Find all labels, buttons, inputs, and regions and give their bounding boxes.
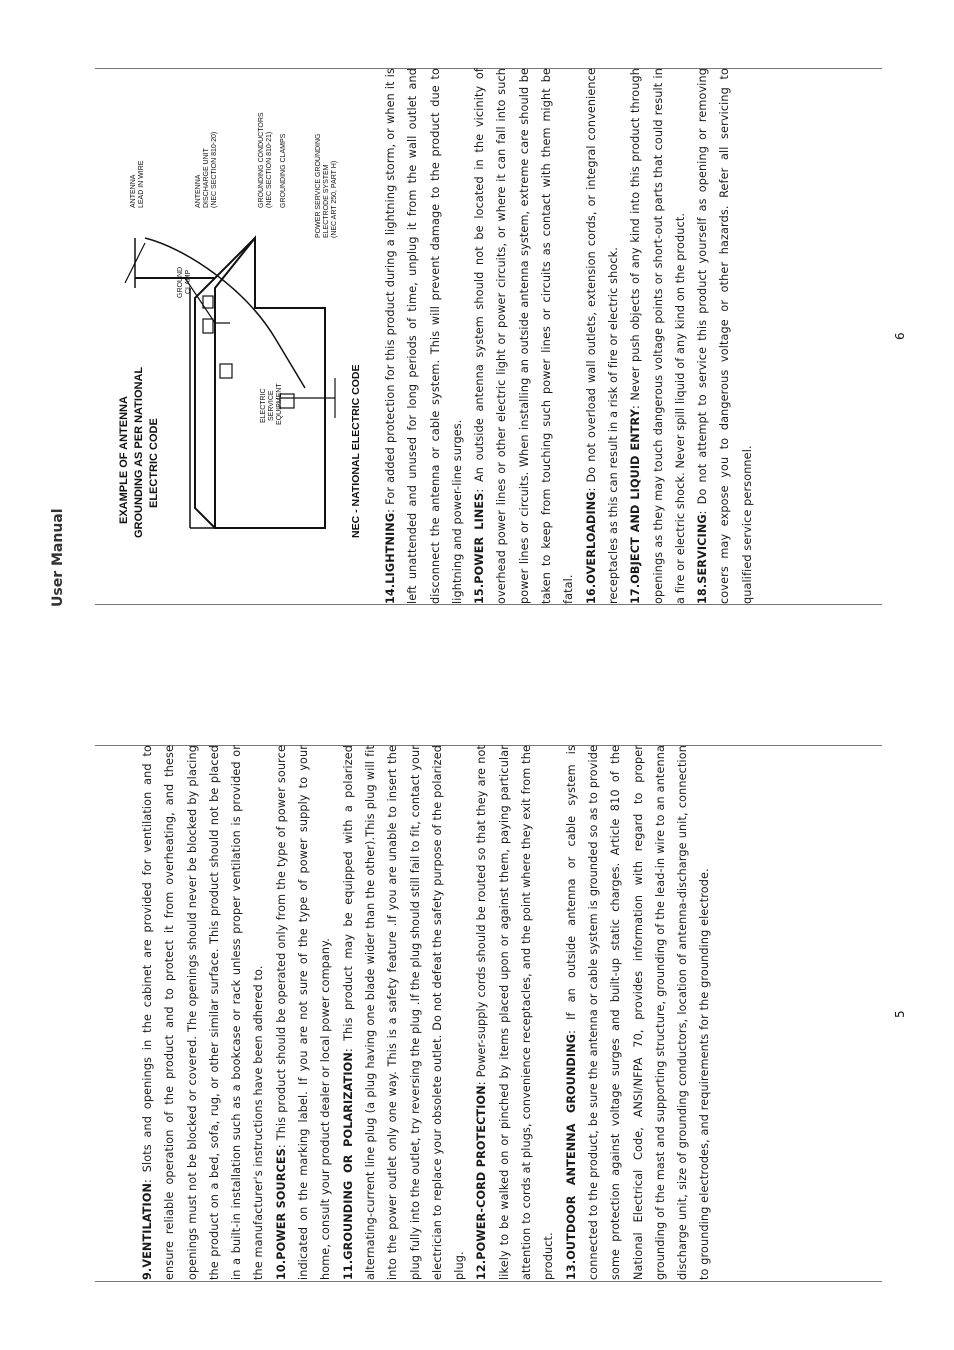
label-grounding-conductors-2: (NEC SECTION 810-21) (266, 131, 273, 208)
section-body: : This product may be equipped with a polarized alternating-current line plug (a plug having one blade wider than the other).This plug will fit into the power outlet only one way. This is a safety feature .If you are unable to insert the plug fully into the outlet, try reversing the plug .If the plug should still fail to fit, contact your electrician to replace your obsolete outlet. Do not defeat the safety purpose of the polarized plug. (341, 744, 467, 1280)
left-column-section (137, 745, 271, 1280)
section-title: 11.GROUNDING OR POLARIZATION (341, 1052, 355, 1280)
label-antenna-lead-1: ANTENNA (130, 174, 137, 208)
diagram-title-1: EXAMPLE OF ANTENNA (118, 396, 130, 524)
diagram-footer: NEC - NATIONAL ELECTRIC CODE (350, 364, 362, 538)
right-column-section (692, 68, 759, 604)
section-body: : If an outside antenna or cable system is connected to the product, be sure the antenna or cable system is grounded so as to provide some protection against voltage surges and built-up static charges. Article 810 of the National Electrical Code, ANSI/NFPA 70, provides information with regard to proper grounding of the mast and supporting structure, grounding of the lead-in wire to an antenna discharge unit, size of grounding conductors, location of antenna-discharge unit, connection to grounding electrodes, and requirements for the grounding electrode. (564, 744, 712, 1280)
section-body: : Slots and openings in the cabinet are provided for ventilation and to ensure reliable operation of the product and to protect it from overheating, and these openings must not be blocked or covered. The openings should never be blocked by placing the product on a bed, sofa, rug, or other similar surface. This product should not be placed in a built-in installation such as a bookcase or rack unless proper ventilation is provided or the manufacturer's instructions have been adhered to. (141, 745, 266, 1280)
left-column-section (561, 745, 717, 1280)
label-ground-clamp-1: GROUND (177, 266, 184, 298)
label-discharge-2: DISCHARGE UNIT (203, 148, 210, 208)
section-title: 18.SERVICING (696, 514, 710, 604)
diagram-title-2: GROUNDING AS PER NATIONAL (133, 366, 145, 538)
page-number-right: 6 (893, 332, 907, 340)
section-body: : An outside antenna system should not be located in the vicinity of overhead power lines or other electric light or power circuits, or where it can fall into such power lines or circuits. When installing an outside antenna system, extreme care should be taken to keep from touching such power lines or circuits as contact with them might be fatal. (473, 68, 576, 604)
section-body: : This product should be operated only from the type of power source indicated on the marking label. If you are not sure of the type of power supply to your home, consult your product dealer or local power company. (274, 745, 333, 1280)
left-column-section (338, 745, 472, 1280)
label-discharge-3: (NEC SECTION 810-20) (211, 131, 218, 208)
label-electric-service-1: ELECTRIC (260, 388, 267, 423)
section-title: 10.POWER SOURCES (274, 1148, 288, 1280)
diagram-title-3: ELECTRIC CODE (148, 418, 160, 508)
section-title: 16.OVERLOADING (584, 491, 598, 604)
label-power-service-1: POWER SERVICE GROUNDING (315, 133, 322, 238)
section-title: 17.OBJECT AND LIQUID ENTRY (629, 409, 643, 604)
section-title: 14.LIGHTNING (384, 512, 397, 604)
label-grounding-conductors-1: GROUNDING CONDUCTORS (258, 112, 265, 208)
section-body: : Power-supply cords should be routed so that they are not likely to be walked on or pinched by items placed upon or against them, paying particular attention to cords at plugs, convenience receptacles, and the point where they exit from the product. (475, 745, 556, 1280)
page-number-left: 5 (893, 1010, 907, 1018)
right-column-section (380, 68, 469, 604)
label-discharge-1: ANTENNA (195, 174, 202, 208)
section-title: 13.OUTDOOR ANTENNA GROUNDING (564, 1033, 578, 1280)
label-ground-clamp-2: CLAMP (185, 269, 192, 294)
left-page-text (137, 745, 817, 1280)
right-column-section (625, 68, 692, 604)
left-column-section (271, 745, 338, 1280)
page-header: User Manual (50, 508, 66, 607)
left-page-rule-bottom (95, 1281, 882, 1282)
section-body: : Never push objects of any kind into this product through openings as they may touch dangerous voltage points or short-out parts that could result in a fire or electric shock. Never spill liquid of any kind on the product. (629, 68, 687, 604)
label-grounding-clamps: GROUNDING CLAMPS (280, 133, 287, 208)
section-title: 15.POWER LINES (473, 492, 487, 604)
right-page-rule-bottom (95, 604, 882, 605)
label-electric-service-3: EQUIPMENT (276, 383, 283, 425)
label-power-service-2: ELECTRODE SYSTEM (323, 164, 330, 238)
section-body: : For added protection for this product during a lightning storm, or when it is left unattended and unused for long periods of time, unplug it from the wall outlet and disconnect the antenna or cable system. This will prevent damage to the product due to lightning and power-line surges. (384, 68, 464, 604)
label-power-service-3: (NEC ART 250, PART H) (331, 160, 338, 238)
section-body: : Do not attempt to service this product yourself as opening or removing covers may expose you to dangerous voltage or other hazards. Refer all servicing to qualified service personnel. (696, 68, 754, 604)
section-body: : Do not overload wall outlets, extension cords, or integral convenience receptacles as this can result in a risk of fire or electric shock. (584, 68, 620, 604)
label-electric-service-2: SERVICE (268, 390, 275, 421)
section-title: 12.POWER-CORD PROTECTION (475, 1085, 489, 1280)
section-title: 9.VENTILATION (141, 1182, 154, 1280)
label-antenna-lead-2: LEAD IN WIRE (138, 160, 145, 208)
right-page-text (380, 68, 810, 604)
left-column-section (471, 745, 560, 1280)
antenna-grounding-diagram (105, 68, 375, 538)
right-column-section (469, 68, 580, 604)
right-column-section (581, 68, 626, 604)
